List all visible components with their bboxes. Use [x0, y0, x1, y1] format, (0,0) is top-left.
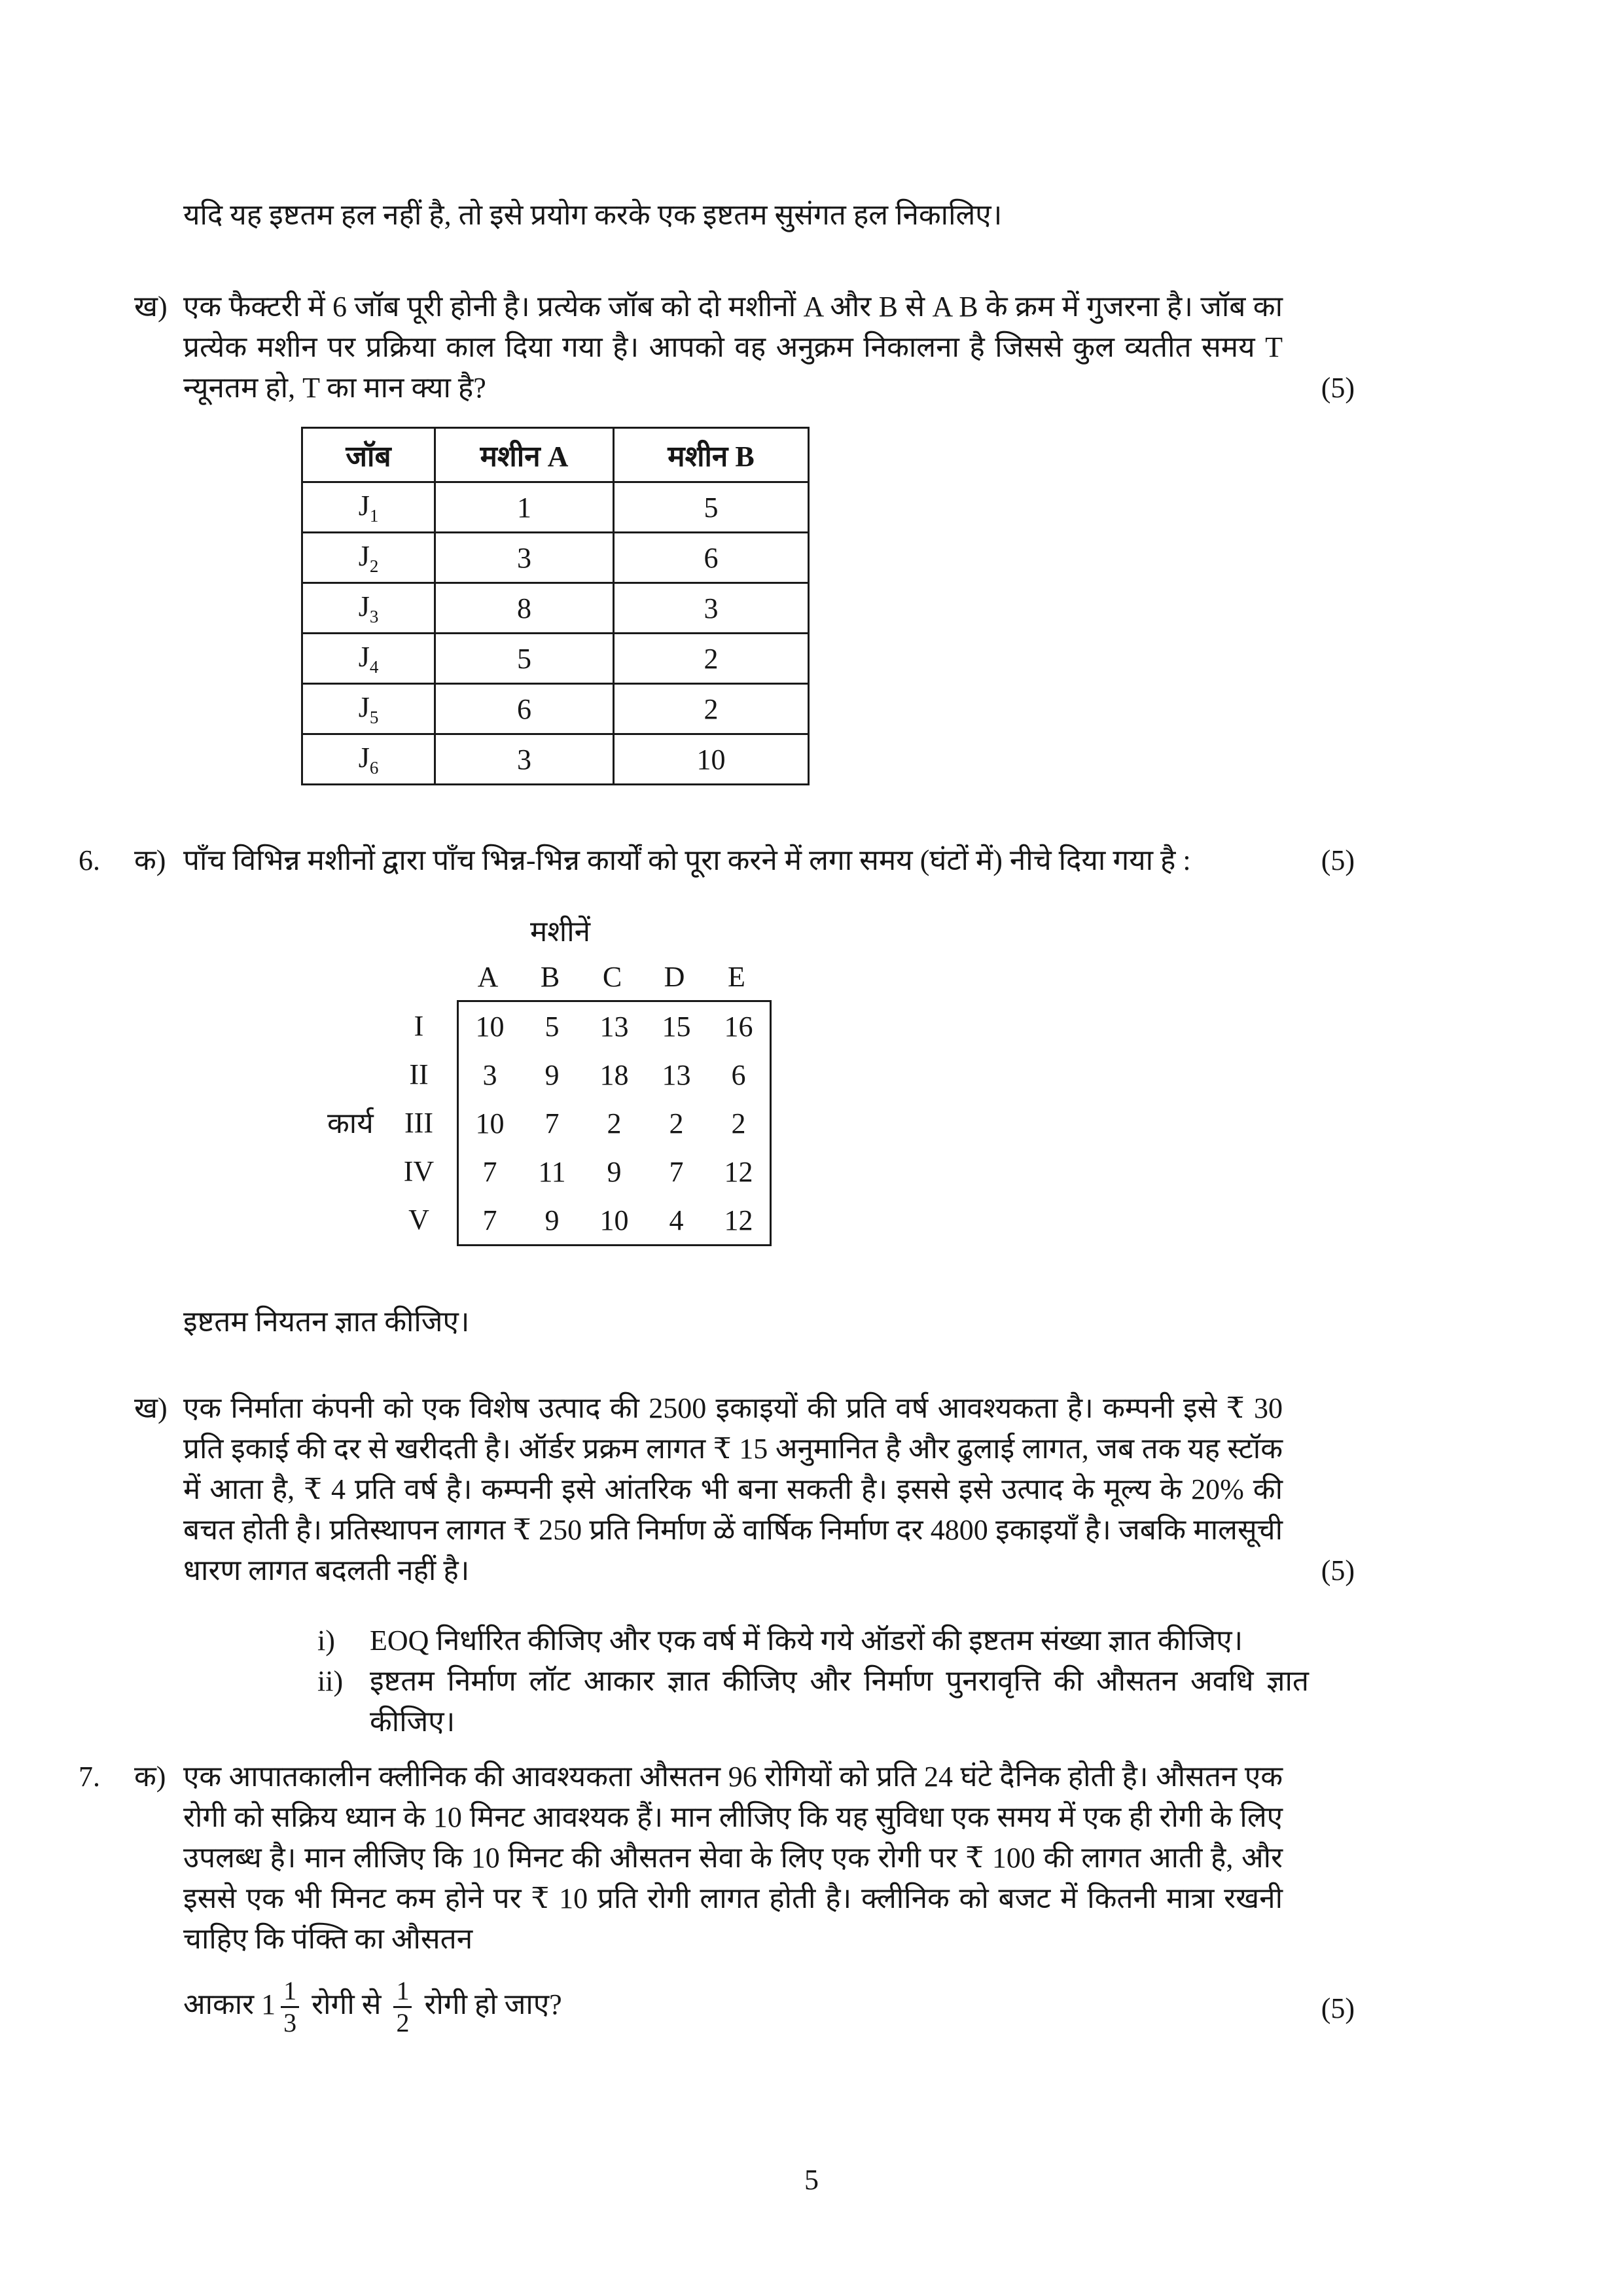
part-label: क): [134, 1761, 166, 1793]
job-subscript: 4: [369, 656, 379, 677]
matrix-cell: 18: [599, 1058, 629, 1091]
matrix-top-label: मशीनें: [530, 916, 591, 948]
job-label-cell: [302, 583, 435, 634]
matrix-cell: 7: [482, 1204, 497, 1236]
matrix-cell: 7: [482, 1155, 497, 1188]
matrix-cell: 13: [599, 1010, 629, 1043]
machine-b-value: 2: [614, 634, 809, 684]
matrix-cell: 7: [544, 1107, 560, 1139]
table-header-row: [302, 428, 809, 482]
matrix-cell: 6: [731, 1058, 746, 1091]
matrix-grid-column: [457, 958, 772, 1246]
matrix-col-header: E: [728, 960, 745, 993]
job-label: J: [358, 741, 370, 774]
matrix-area: [327, 958, 772, 1246]
matrix-cell: 15: [662, 1010, 691, 1043]
fraction-line-middle: रोगी से: [304, 1988, 389, 2020]
marks-label: (5): [1321, 372, 1355, 404]
matrix-cell: 7: [669, 1155, 684, 1188]
question-6b: [79, 1388, 1355, 1742]
subpart-label: ii): [317, 1665, 344, 1697]
page-number: 5: [804, 2164, 819, 2196]
matrix-cell: 3: [482, 1058, 497, 1091]
job-label: J: [358, 539, 370, 572]
matrix-cell: 10: [475, 1107, 505, 1139]
job-label: J: [358, 691, 370, 723]
job-label: J: [358, 489, 370, 522]
matrix-cell: 13: [662, 1058, 691, 1091]
matrix-col-header: C: [602, 960, 622, 993]
assignment-matrix: [327, 912, 772, 1246]
matrix-values-grid: [457, 1000, 772, 1246]
marks-label: (5): [1321, 844, 1355, 876]
matrix-col-header: D: [664, 960, 685, 993]
job-processing-table: [301, 427, 810, 785]
fraction-denominator: 3: [281, 2006, 299, 2038]
job-label-cell: [302, 634, 435, 684]
machine-b-value: 10: [614, 734, 809, 785]
subpart-label: i): [317, 1624, 335, 1657]
matrix-cell: 2: [731, 1107, 746, 1139]
table-row: [302, 533, 809, 583]
col-header-job: जॉब: [302, 428, 435, 482]
col-header-machine-a: मशीन A: [435, 428, 614, 482]
table-row: [302, 734, 809, 785]
question-7a: [79, 1757, 1355, 2041]
fraction-one-half: [393, 1976, 412, 2038]
machine-a-value: 5: [435, 634, 614, 684]
table-row: [302, 583, 809, 634]
question-5b: [79, 287, 1355, 408]
fraction-numerator: 1: [396, 1976, 410, 2006]
matrix-cell: 5: [544, 1010, 560, 1043]
job-label-cell: [302, 533, 435, 583]
question-6a: [79, 840, 1355, 881]
table-row: [302, 634, 809, 684]
question-number: 6.: [79, 844, 100, 876]
job-label: J: [358, 590, 370, 622]
matrix-col-headers: [457, 958, 772, 995]
subpart-text: इष्टतम निर्माण लॉट आकार ज्ञात कीजिए और निर्माण पुनरावृत्ति की औसतन अवधि ज्ञात कीजिए।: [370, 1665, 1309, 1738]
marks-label: (5): [1321, 1554, 1355, 1587]
job-label-cell: [302, 684, 435, 734]
matrix-left-label: कार्य: [327, 1107, 374, 1139]
job-subscript: 3: [369, 606, 379, 626]
machine-a-value: 3: [435, 734, 614, 785]
matrix-cell: 9: [607, 1155, 622, 1188]
col-header-machine-b: मशीन B: [614, 428, 809, 482]
intro-continuation-line: यदि यह इष्टतम हल नहीं है, तो इसे प्रयोग करके एक इष्टतम सुसंगत हल निकालिए।: [183, 199, 1003, 231]
fraction-line-suffix: रोगी हो जाए?: [417, 1988, 562, 2020]
question-6b-text-block: [183, 1388, 1355, 1591]
part-label: ख): [134, 291, 168, 323]
question-7a-text: एक आपातकालीन क्लीनिक की आवश्यकता औसतन 96 रोगियों को प्रति 24 घंटे दैनिक होती है। औसतन एक रोगी को सक्रिय ध्यान के 10 मिनट आवश्यक हैं। मान लीजिए कि यह सुविधा एक समय में एक ही रोगी के लिए उपलब्ध है। मान लीजिए कि 10 मिनट की औसतन सेवा के लिए एक रोगी पर ₹ 100 की लागत आती है, और इससे एक भी मिनट कम होने पर ₹ 10 प्रति रोगी लागत होती है। क्लीनिक को बजट में कितनी मात्रा रखनी चाहिए कि पंक्ति का औसतन: [183, 1761, 1283, 1955]
machine-a-value: 6: [435, 684, 614, 734]
job-subscript: 6: [369, 757, 379, 778]
question-7a-fraction-line: [183, 1969, 1355, 2041]
question-6a-instruction: इष्टतम नियतन ज्ञात कीजिए।: [183, 1306, 470, 1338]
subpart-i: [317, 1621, 1355, 1661]
question-6b-subparts: [183, 1621, 1355, 1742]
question-5b-text: एक फैक्टरी में 6 जॉब पूरी होनी है। प्रत्येक जॉब को दो मशीनों A और B से A B के क्रम में गुजरना है। जॉब का प्रत्येक मशीन पर प्रक्रिया काल दिया गया है। आपको वह अनुक्रम निकालना है जिससे कुल व्यतीत समय T न्यूनतम हो, T का मान क्या है?: [183, 291, 1283, 404]
matrix-cell: 9: [544, 1204, 560, 1236]
fraction-denominator: 2: [393, 2006, 412, 2038]
matrix-row-header: I: [414, 1009, 424, 1042]
matrix-cell: 12: [724, 1204, 753, 1236]
machine-b-value: 2: [614, 684, 809, 734]
page-content: [79, 195, 1355, 2041]
part-label: क): [134, 844, 166, 876]
matrix-row-header: V: [408, 1203, 429, 1236]
matrix-row-header: IV: [403, 1155, 435, 1187]
matrix-col-header: A: [477, 960, 499, 993]
job-label-cell: [302, 482, 435, 533]
job-subscript: 5: [369, 707, 379, 727]
machine-b-value: 6: [614, 533, 809, 583]
job-subscript: 2: [369, 556, 379, 576]
question-6a-text: पाँच विभिन्न मशीनों द्वारा पाँच भिन्न-भिन्न कार्यों को पूरा करने में लगा समय (घंटों में) नीचे दिया गया है :: [183, 844, 1191, 876]
matrix-cell: 12: [724, 1155, 753, 1188]
question-7a-text-block: [183, 1757, 1355, 1960]
question-6a-text-block: [183, 840, 1355, 881]
matrix-cell: 2: [607, 1107, 622, 1139]
matrix-cell: 10: [599, 1204, 629, 1236]
machine-b-value: 3: [614, 583, 809, 634]
table-row: [302, 482, 809, 533]
marks-label: (5): [1321, 1992, 1355, 2024]
question-5b-text-block: [183, 287, 1355, 408]
machine-b-value: 5: [614, 482, 809, 533]
matrix-row-headers: [393, 958, 445, 1246]
subpart-text: EOQ निर्धारित कीजिए और एक वर्ष में किये गये ऑडरों की इष्टतम संख्या ज्ञात कीजिए।: [370, 1624, 1243, 1657]
matrix-row-header: II: [409, 1058, 429, 1090]
matrix-cell: 16: [724, 1010, 753, 1043]
table-row: [302, 684, 809, 734]
job-label-cell: [302, 734, 435, 785]
fraction-numerator: 1: [283, 1976, 297, 2006]
machine-a-value: 3: [435, 533, 614, 583]
matrix-cell: 11: [538, 1155, 566, 1188]
machine-a-value: 1: [435, 482, 614, 533]
matrix-cell: 4: [669, 1204, 684, 1236]
fraction-line-prefix: आकार 1: [183, 1988, 276, 2020]
fraction-one-third: [281, 1976, 299, 2038]
job-label: J: [358, 640, 370, 673]
machine-a-value: 8: [435, 583, 614, 634]
question-number: 7.: [79, 1761, 100, 1793]
subpart-ii: [317, 1661, 1355, 1742]
question-6b-text: एक निर्माता कंपनी को एक विशेष उत्पाद की 2500 इकाइयों की प्रति वर्ष आवश्यकता है। कम्पनी इसे ₹ 30 प्रति इकाई की दर से खरीदती है। ऑर्डर प्रक्रम लागत ₹ 15 अनुमानित है और ढुलाई लागत, जब तक यह स्टॉक में आता है, ₹ 4 प्रति वर्ष है। कम्पनी इसे आंतरिक भी बना सकती है। इससे इसे उत्पाद के मूल्य के 20% की बचत होती है। प्रतिस्थापन लागत ₹ 250 प्रति निर्माण ळें वार्षिक निर्माण दर 4800 इकाइयाँ है। जबकि मालसूची धारण लागत बदलती नहीं है।: [183, 1392, 1283, 1587]
matrix-cell: 10: [475, 1010, 505, 1043]
job-subscript: 1: [369, 505, 379, 526]
matrix-row-header: III: [404, 1106, 433, 1139]
matrix-col-header: B: [540, 960, 560, 993]
matrix-cell: 9: [544, 1058, 560, 1091]
part-label: ख): [134, 1392, 168, 1424]
matrix-cell: 2: [669, 1107, 684, 1139]
